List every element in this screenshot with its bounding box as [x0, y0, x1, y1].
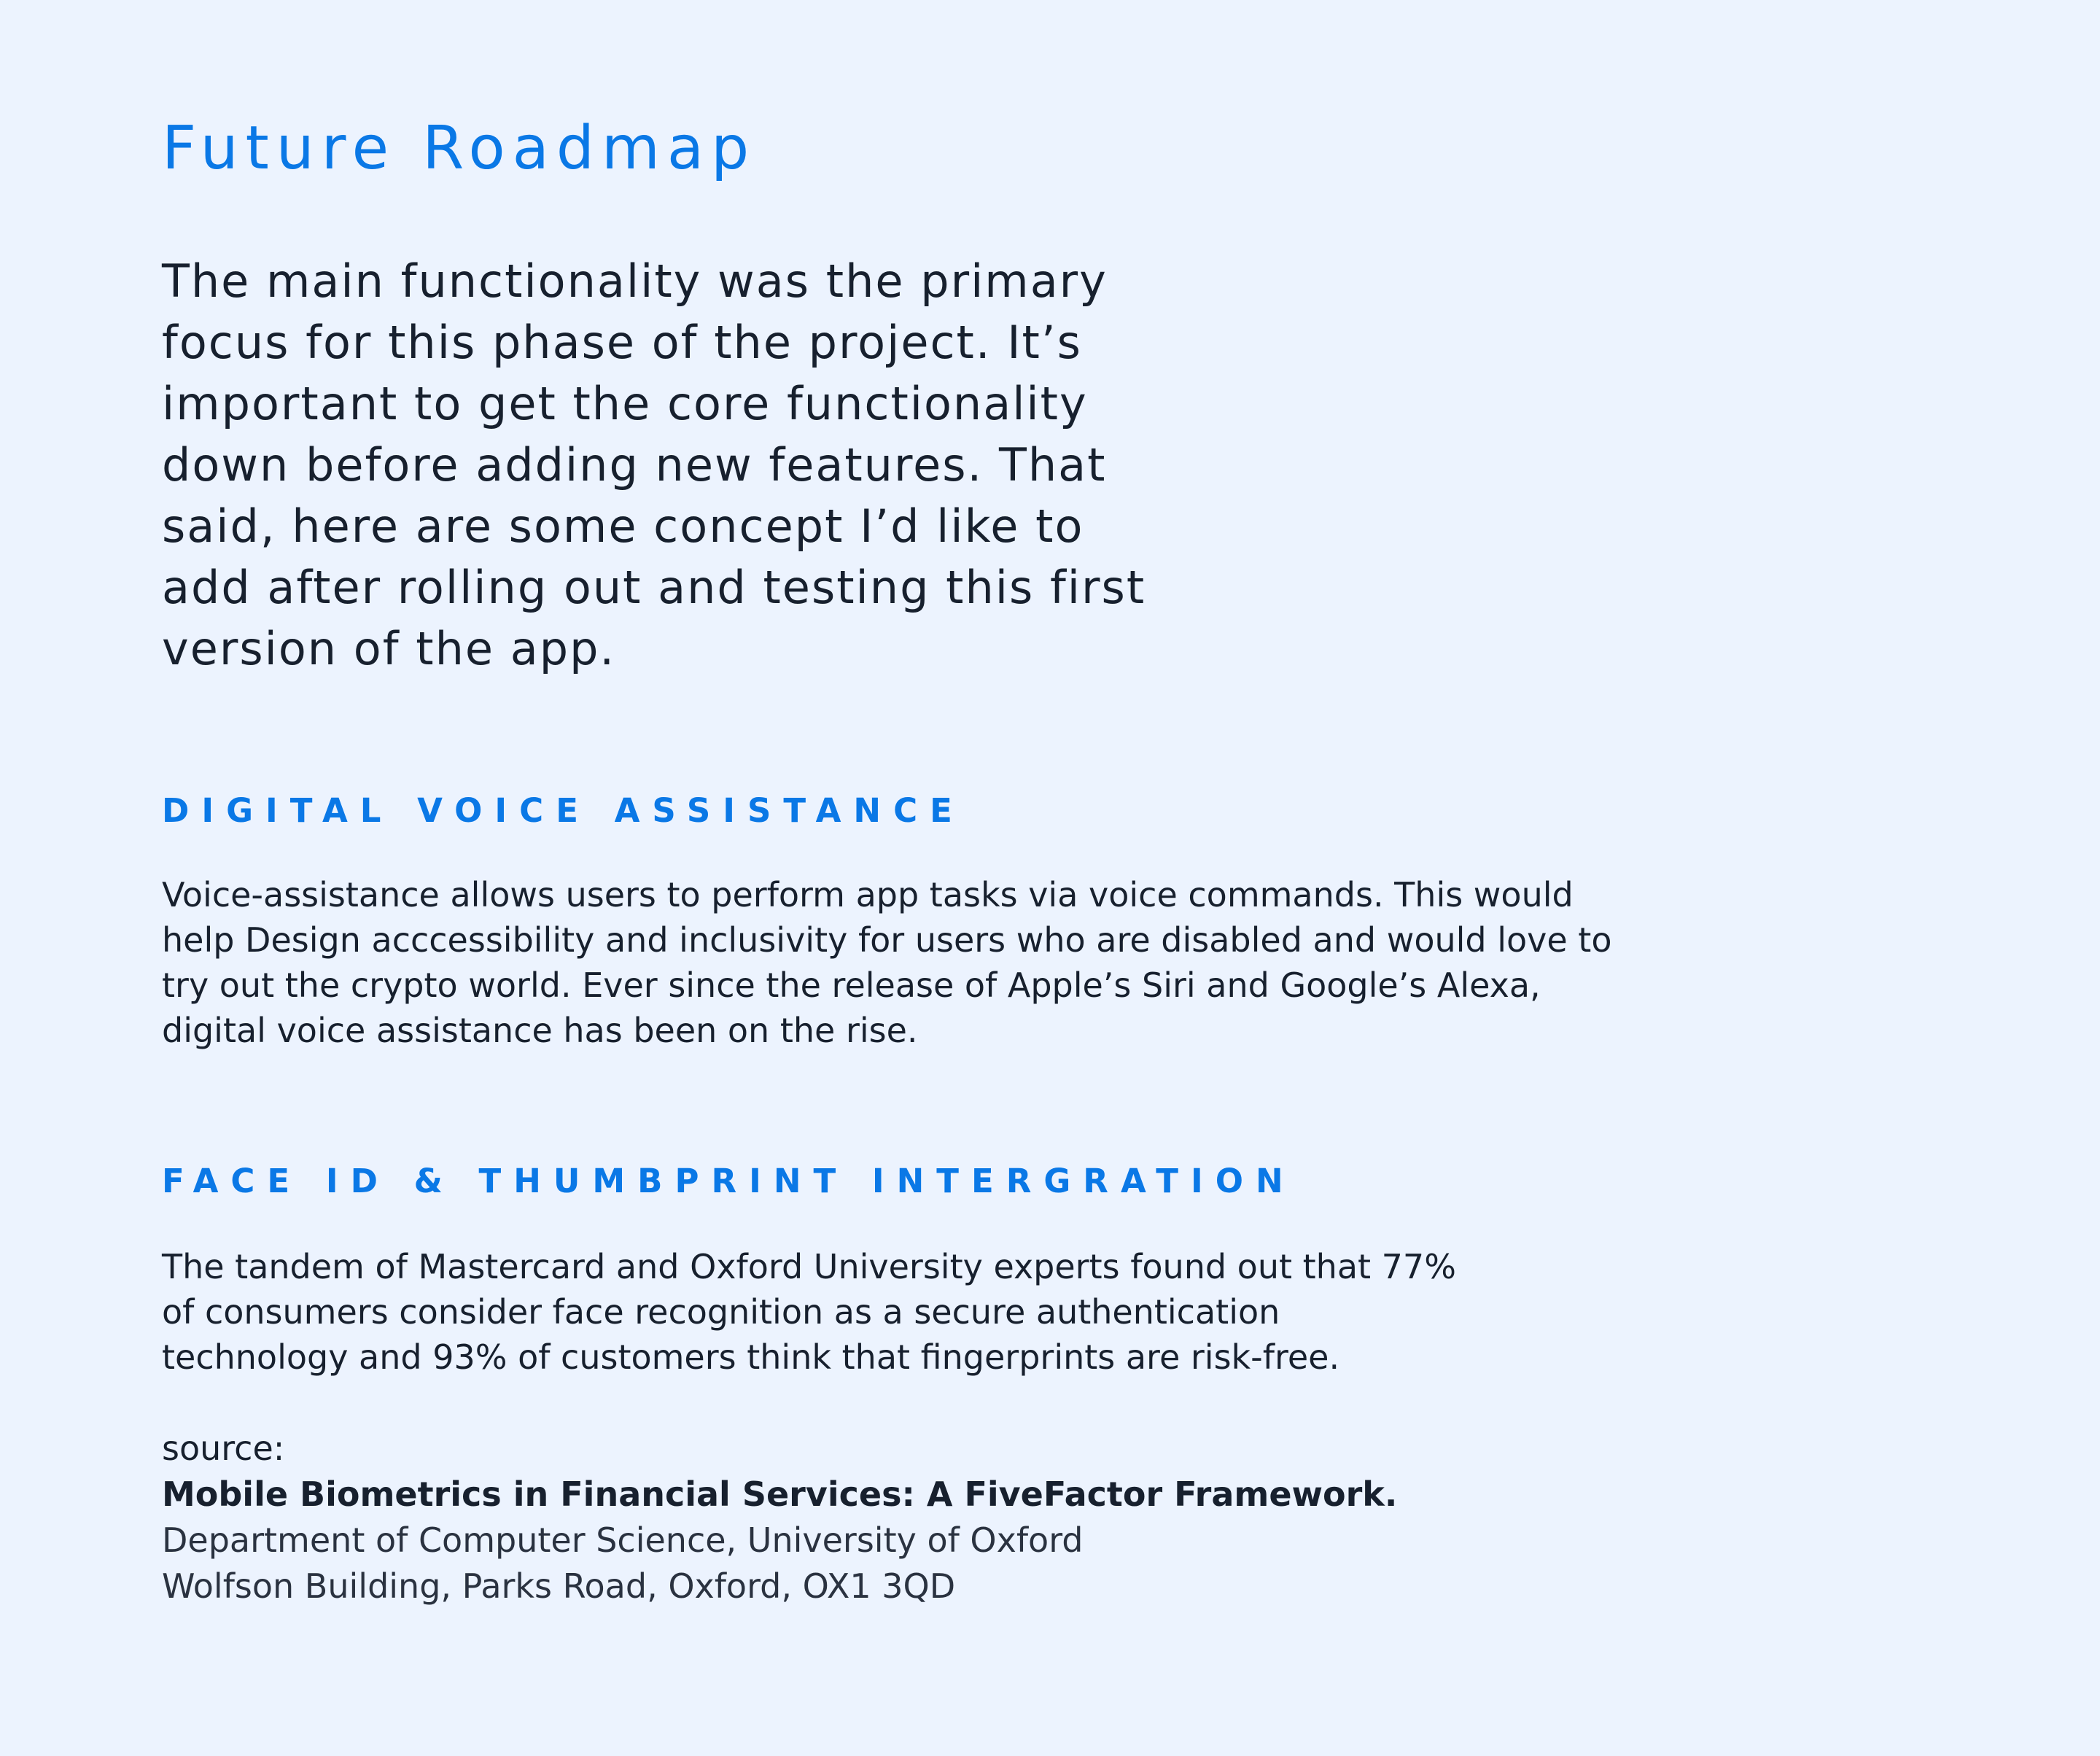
section-heading-face-id: FACE ID & THUMBPRINT INTERGRATION: [162, 1162, 1296, 1200]
intro-paragraph: [162, 251, 1299, 680]
intro-line: important to get the core functionality: [162, 377, 1088, 430]
paragraph-line: help Design acccessibility and inclusivity for users who are disabled and would love to: [162, 920, 1612, 960]
intro-line: version of the app.: [162, 622, 616, 675]
intro-line: add after rolling out and testing this first: [162, 561, 1146, 614]
paragraph-line: Voice-assistance allows users to perform app tasks via voice commands. This would: [162, 875, 1574, 914]
page-title: Future Roadmap: [162, 114, 757, 183]
paragraph-line: technology and 93% of customers think that fingerprints are risk-free.: [162, 1337, 1340, 1377]
paragraph-line: digital voice assistance has been on the rise.: [162, 1011, 918, 1050]
paragraph-line: try out the crypto world. Ever since the release of Apple’s Siri and Google’s Alexa,: [162, 966, 1541, 1005]
intro-line: The main functionality was the primary: [162, 255, 1108, 308]
paragraph-line: The tandem of Mastercard and Oxford University experts found out that 77%: [162, 1247, 1456, 1286]
face-id-paragraph: [162, 1244, 1941, 1380]
source-citation: [162, 1426, 1397, 1609]
voice-assistance-paragraph: [162, 872, 1941, 1053]
intro-line: said, here are some concept I’d like to: [162, 500, 1084, 553]
paragraph-line: of consumers consider face recognition as a secure authentication: [162, 1292, 1280, 1332]
source-title: Mobile Biometrics in Financial Services: A FiveFactor Framework.: [162, 1475, 1398, 1514]
section-heading-voice-assistance: DIGITAL VOICE ASSISTANCE: [162, 791, 965, 830]
source-department: Department of Computer Science, University of Oxford: [162, 1520, 1084, 1560]
source-address: Wolfson Building, Parks Road, Oxford, OX1 3QD: [162, 1566, 956, 1606]
intro-line: focus for this phase of the project. It’s: [162, 316, 1082, 369]
intro-line: down before adding new features. That: [162, 438, 1107, 492]
source-label: source:: [162, 1429, 285, 1468]
